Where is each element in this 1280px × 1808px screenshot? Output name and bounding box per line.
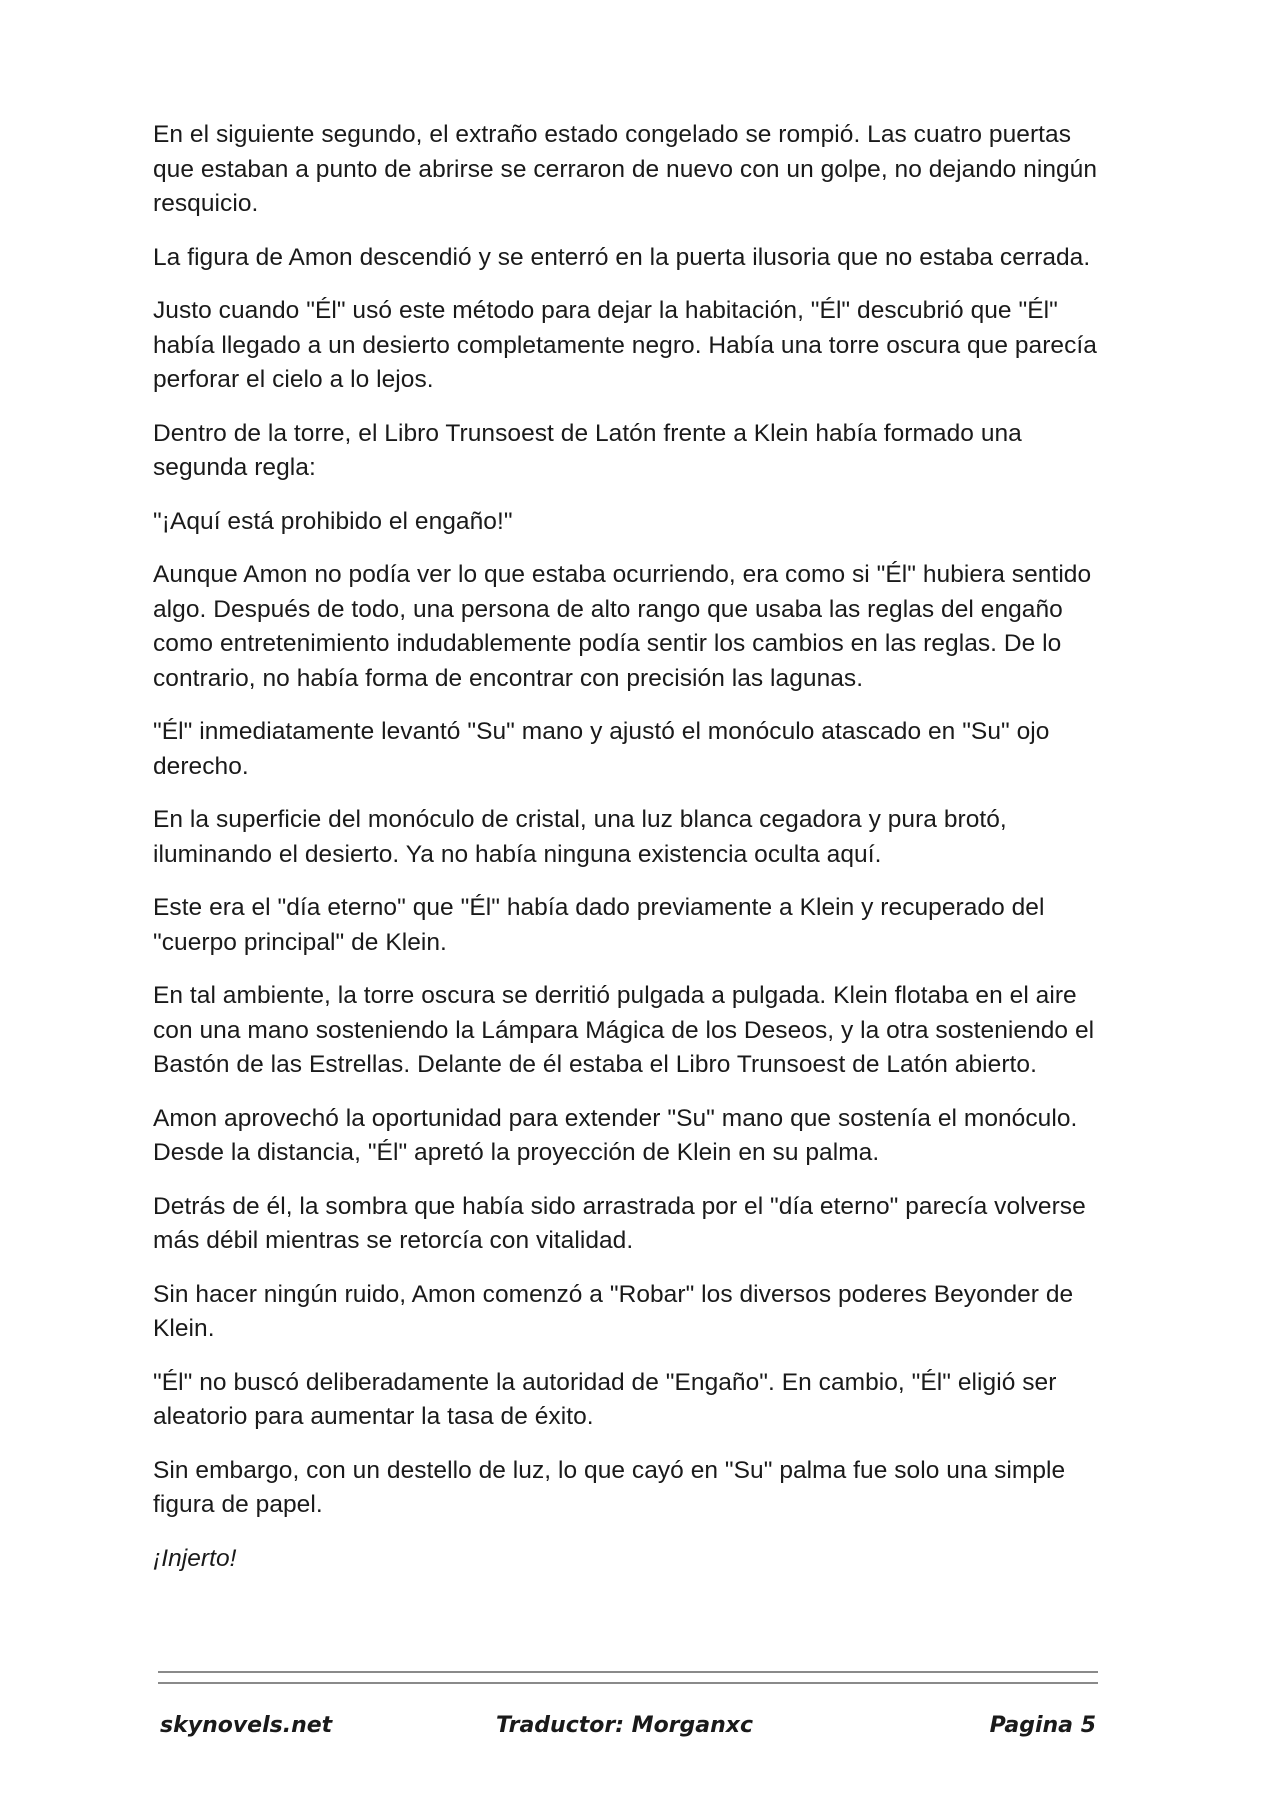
footer-site: skynovels.net [160,1713,333,1738]
paragraph: La figura de Amon descendió y se enterró en la puerta ilusoria que no estaba cerrada. [153,243,1091,271]
paragraph: Sin hacer ningún ruido, Amon comenzó a "Robar" los diversos poderes Beyonder de Klein. [153,1280,1074,1342]
footer-divider-top [158,1671,1098,1673]
footer-page-number: Pagina 5 [989,1713,1096,1738]
paragraph: Detrás de él, la sombra que había sido arrastrada por el "día eterno" parecía volverse más débil mientras se retorcía con vitalidad. [153,1192,1086,1254]
footer-translator: Traductor: Morganxc [496,1713,754,1738]
paragraph: Sin embargo, con un destello de luz, lo que cayó en "Su" palma fue solo una simple figura de papel. [153,1456,1066,1518]
paragraph: En tal ambiente, la torre oscura se derritió pulgada a pulgada. Klein flotaba en el aire con una mano sosteniendo la Lámpara Mágica de los Deseos, y la otra sosteniendo el Bastón de las Estrellas. Delante de él estaba el Libro Trunsoest de Latón abierto. [153,982,1095,1078]
paragraph: En el siguiente segundo, el extraño estado congelado se rompió. Las cuatro puertas que estaban a punto de abrirse se cerraron de nuevo con un golpe, no dejando ningún resquicio. [153,121,1098,217]
footer-divider-bottom [158,1682,1098,1684]
page-footer [158,1713,1098,1747]
paragraph: Dentro de la torre, el Libro Trunsoest de Latón frente a Klein había formado una segunda regla: [153,419,1022,481]
paragraph: Amon aprovechó la oportunidad para extender "Su" mano que sostenía el monóculo. Desde la distancia, "Él" apretó la proyección de Klein en su palma. [153,1104,1078,1166]
paragraph: Justo cuando "Él" usó este método para dejar la habitación, "Él" descubrió que "Él" había llegado a un desierto completamente negro. Había una torre oscura que parecía perforar el cielo a lo lejos. [153,297,1097,393]
paragraph: Aunque Amon no podía ver lo que estaba ocurriendo, era como si "Él" hubiera sentido algo. Después de todo, una persona de alto rango que usaba las reglas del engaño como entretenimiento indudablemente podía sentir los cambios en las reglas. De lo contrario, no había forma de encontrar con precisión las lagunas. [153,561,1092,692]
paragraph: En la superficie del monóculo de cristal, una luz blanca cegadora y pura brotó, iluminando el desierto. Ya no había ninguna existencia oculta aquí. [153,806,1007,868]
document-body [153,118,1105,1595]
paragraph: "¡Aquí está prohibido el engaño!" [153,507,513,535]
paragraph-exclamation: ¡Injerto! [153,1544,237,1572]
paragraph: "Él" inmediatamente levantó "Su" mano y ajustó el monóculo atascado en "Su" ojo derecho. [153,718,1050,780]
paragraph: Este era el "día eterno" que "Él" había dado previamente a Klein y recuperado del "cuerpo principal" de Klein. [153,894,1045,956]
paragraph: "Él" no buscó deliberadamente la autoridad de "Engaño". En cambio, "Él" eligió ser aleatorio para aumentar la tasa de éxito. [153,1368,1057,1430]
